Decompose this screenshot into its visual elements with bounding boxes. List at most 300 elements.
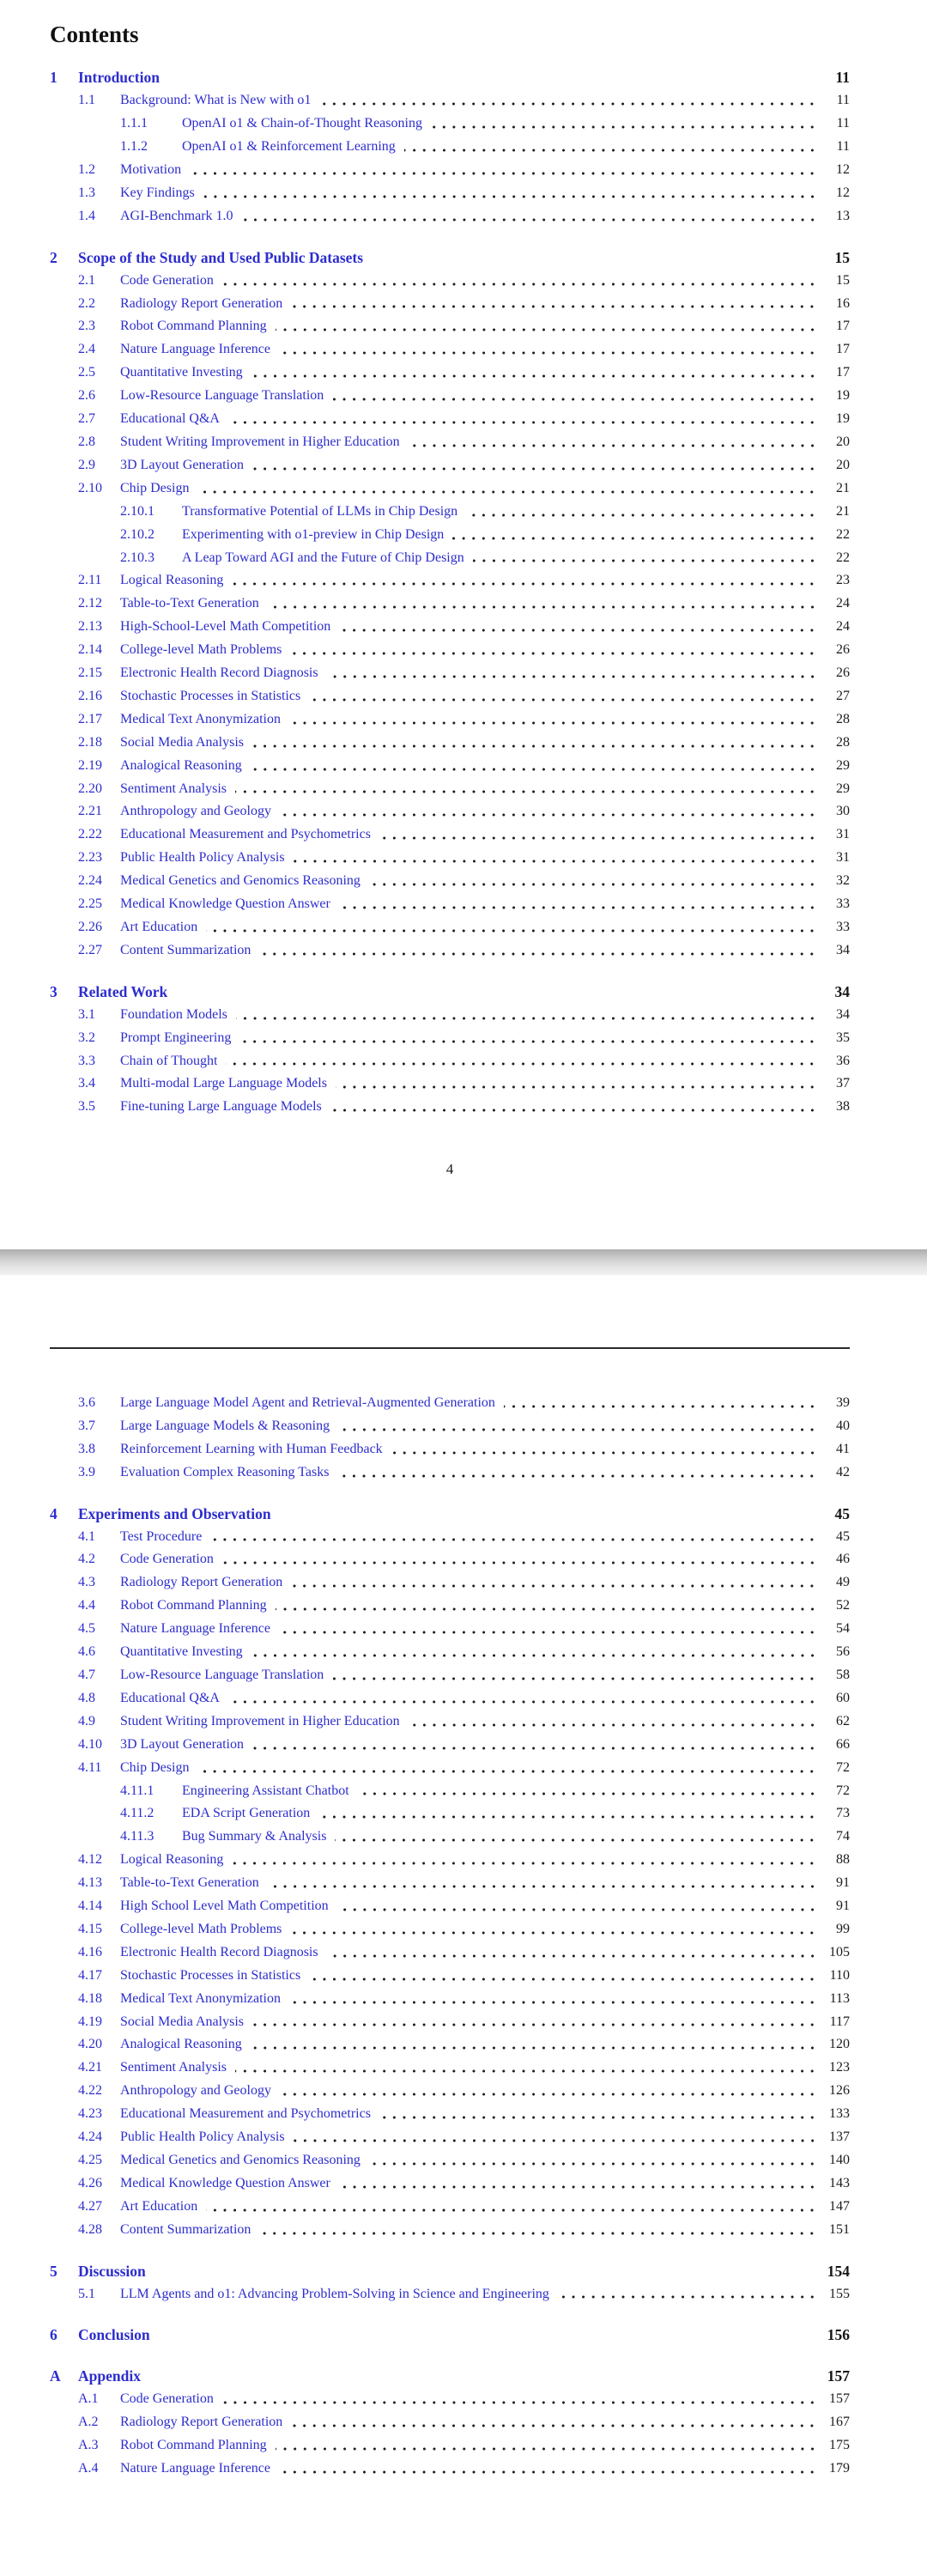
toc-entry[interactable]	[50, 1849, 850, 1872]
entry-title: Radiology Report Generation	[120, 295, 283, 311]
entry-number: 4.24	[78, 2129, 102, 2145]
toc-entry[interactable]	[50, 2434, 850, 2458]
entry-number: 2.9	[78, 457, 95, 472]
dot-leader	[222, 283, 817, 288]
dot-leader	[251, 374, 817, 380]
toc-entry[interactable]	[50, 2126, 850, 2149]
dot-leader	[335, 1838, 817, 1844]
entry-page-number: 40	[836, 1418, 850, 1433]
toc-entry[interactable]	[50, 1392, 850, 1415]
entry-number: 2.19	[78, 757, 102, 773]
entry-page-number: 74	[836, 1829, 850, 1844]
entry-page-number: 12	[836, 185, 850, 200]
entry-title: Chain of Thought	[120, 1053, 218, 1068]
entry-page-number: 22	[836, 526, 850, 542]
entry-number: 2.7	[78, 411, 95, 427]
toc-entry[interactable]	[50, 361, 850, 385]
entry-title: Educational Q&A	[120, 411, 220, 427]
toc-entry[interactable]	[50, 1965, 850, 1988]
dot-leader	[466, 513, 817, 519]
toc-entry[interactable]	[50, 916, 850, 939]
toc-entry[interactable]	[50, 1004, 850, 1027]
dot-leader	[226, 1062, 817, 1067]
toc-entry[interactable]	[50, 823, 850, 847]
toc-entry[interactable]	[50, 708, 850, 732]
entry-number: 4.7	[78, 1667, 95, 1682]
entry-number: 3	[50, 982, 58, 1000]
entry-number: 4.20	[78, 2037, 102, 2052]
entry-page-number: 126	[829, 2083, 850, 2099]
toc-entry[interactable]	[50, 524, 850, 547]
toc-entry[interactable]	[50, 800, 850, 823]
dot-leader	[154, 2273, 817, 2278]
dot-leader	[210, 1538, 817, 1543]
entry-page-number: 12	[836, 162, 850, 178]
dot-leader	[280, 813, 817, 818]
toc-entry[interactable]	[50, 2196, 850, 2219]
toc-entry[interactable]	[50, 1503, 850, 1526]
toc-entry[interactable]	[50, 66, 850, 89]
entry-page-number: 11	[835, 69, 850, 87]
entry-page-number: 154	[827, 2262, 850, 2280]
entry-page-number: 66	[836, 1736, 850, 1752]
dot-leader	[372, 259, 817, 264]
entry-title: Medical Text Anonymization	[120, 711, 281, 726]
entry-page-number: 110	[829, 1967, 850, 1983]
dot-leader	[318, 1815, 817, 1820]
toc-entry[interactable]	[50, 2411, 850, 2434]
dot-leader	[339, 906, 817, 911]
entry-title: Educational Q&A	[120, 1690, 220, 1705]
entry-number: 2.23	[78, 850, 102, 866]
entry-title: Chip Design	[120, 480, 190, 495]
toc-entry[interactable]	[50, 2149, 850, 2172]
entry-title: Chip Design	[120, 1759, 190, 1775]
entry-page-number: 26	[836, 642, 850, 658]
entry-page-number: 21	[836, 480, 850, 495]
entry-page-number: 28	[836, 734, 850, 750]
entry-number: 2.15	[78, 665, 102, 681]
entry-page-number: 133	[829, 2106, 850, 2122]
entry-number: 1.4	[78, 208, 95, 223]
dot-leader	[239, 1040, 817, 1045]
entry-page-number: 54	[836, 1621, 850, 1637]
entry-page-number: 39	[836, 1395, 850, 1410]
dot-leader	[251, 2046, 817, 2051]
entry-title: Key Findings	[120, 185, 195, 200]
entry-page-number: 147	[829, 2198, 850, 2214]
entry-number: 4.9	[78, 1713, 95, 1728]
entry-number: 4.23	[78, 2106, 102, 2122]
toc-entry[interactable]	[50, 1780, 850, 1803]
entry-page-number: 41	[836, 1441, 850, 1456]
entry-page-number: 17	[836, 342, 850, 357]
toc-entry[interactable]	[50, 159, 850, 182]
entry-number: 4.10	[78, 1736, 102, 1752]
toc-entry[interactable]	[50, 112, 850, 136]
toc-entry[interactable]	[50, 477, 850, 501]
entry-number: 4.3	[78, 1575, 95, 1590]
toc-entry[interactable]	[50, 732, 850, 755]
toc-entry[interactable]	[50, 1941, 850, 1965]
toc-entry[interactable]	[50, 616, 850, 639]
entry-page-number: 33	[836, 920, 850, 935]
dot-leader	[289, 2001, 817, 2006]
toc-entry[interactable]	[50, 270, 850, 293]
entry-title: 3D Layout Generation	[120, 457, 244, 472]
toc-entry[interactable]	[50, 431, 850, 454]
entry-page-number: 31	[836, 850, 850, 866]
entry-page-number: 91	[836, 1875, 850, 1891]
entry-title: Scope of the Study and Used Public Datasets	[78, 248, 364, 266]
dot-leader	[159, 2336, 817, 2342]
entry-number: 2.10.3	[120, 550, 154, 565]
toc-entry[interactable]	[50, 893, 850, 916]
entry-page-number: 31	[836, 827, 850, 842]
dot-leader	[339, 629, 817, 634]
dot-leader	[190, 172, 817, 177]
entry-page-number: 16	[836, 295, 850, 311]
toc-entry[interactable]	[50, 1096, 850, 1119]
entry-title: Related Work	[78, 982, 168, 1000]
toc-entry[interactable]	[50, 569, 850, 592]
toc-entry[interactable]	[50, 2324, 850, 2347]
entry-title: Medical Genetics and Genomics Reasoning	[120, 873, 360, 889]
toc-entry[interactable]	[50, 2388, 850, 2411]
toc-entry[interactable]	[50, 1618, 850, 1641]
entry-number: A.2	[78, 2415, 99, 2430]
dot-leader	[327, 675, 817, 680]
entry-title: High-School-Level Math Competition	[120, 619, 331, 635]
toc-entry[interactable]	[50, 454, 850, 477]
dot-leader	[268, 605, 817, 611]
toc-entry[interactable]	[50, 939, 850, 963]
entry-title: Student Writing Improvement in Higher Education	[120, 1713, 400, 1728]
toc-entry[interactable]	[50, 2080, 850, 2103]
entry-page-number: 36	[836, 1053, 850, 1068]
toc-entry[interactable]	[50, 981, 850, 1004]
entry-title: Radiology Report Generation	[120, 1575, 283, 1590]
entry-number: 2.2	[78, 295, 95, 311]
entry-number: 4.26	[78, 2175, 102, 2190]
entry-number: 4.15	[78, 1921, 102, 1936]
entry-page-number: 175	[829, 2438, 850, 2453]
toc-entry[interactable]	[50, 136, 850, 159]
toc-entry[interactable]	[50, 2219, 850, 2242]
dot-leader	[404, 149, 817, 154]
dot-leader	[276, 328, 817, 333]
entry-title: OpenAI o1 & Reinforcement Learning	[182, 139, 396, 155]
entry-number: 4.18	[78, 1990, 102, 2006]
entry-number: 4.8	[78, 1690, 95, 1705]
toc-entry[interactable]	[50, 315, 850, 338]
toc-entry[interactable]	[50, 1918, 850, 1941]
entry-page-number: 140	[829, 2153, 850, 2167]
entry-page-number: 15	[836, 272, 850, 288]
entry-number: 3.6	[78, 1395, 95, 1410]
toc-entry[interactable]	[50, 1027, 850, 1050]
entry-number: 4.2	[78, 1552, 95, 1567]
entry-title: Prompt Engineering	[120, 1030, 232, 1045]
toc-entry[interactable]	[50, 2365, 850, 2388]
toc-entry[interactable]	[50, 1595, 850, 1618]
dot-leader	[358, 1792, 817, 1797]
toc-entry[interactable]	[50, 293, 850, 316]
toc-entry[interactable]	[50, 2011, 850, 2034]
toc-entry[interactable]	[50, 2260, 850, 2283]
entry-title: Stochastic Processes in Statistics	[120, 1967, 301, 1983]
entry-title: Educational Measurement and Psychometrics	[120, 827, 371, 842]
entry-title: Robot Command Planning	[120, 1598, 267, 1613]
toc-entry[interactable]	[50, 755, 850, 778]
entry-number: 3.5	[78, 1099, 95, 1115]
entry-title: Test Procedure	[120, 1528, 203, 1544]
dot-leader	[290, 1931, 817, 1936]
toc-entry[interactable]	[50, 662, 850, 685]
toc-entry[interactable]	[50, 246, 850, 270]
toc-entry[interactable]	[50, 547, 850, 570]
toc-entry[interactable]	[50, 1710, 850, 1734]
dot-leader	[309, 1978, 817, 1983]
entry-page-number: 91	[836, 1899, 850, 1914]
toc-entry[interactable]	[50, 592, 850, 616]
toc-entry[interactable]	[50, 2172, 850, 2196]
entry-title: OpenAI o1 & Chain-of-Thought Reasoning	[182, 116, 422, 131]
entry-page-number: 34	[834, 982, 850, 1000]
entry-number: 2.1	[78, 272, 95, 288]
toc-entry[interactable]	[50, 1438, 850, 1461]
toc-entry[interactable]	[50, 2283, 850, 2306]
entry-page-number: 72	[836, 1759, 850, 1775]
entry-title: Code Generation	[120, 2391, 214, 2407]
entry-title: Medical Genetics and Genomics Reasoning	[120, 2153, 360, 2167]
entry-number: 2.14	[78, 642, 102, 658]
toc-entry[interactable]	[50, 501, 850, 524]
entry-page-number: 117	[829, 2014, 850, 2029]
entry-number: 2.8	[78, 434, 95, 449]
entry-number: 1.1.1	[120, 116, 148, 131]
entry-title: Sentiment Analysis	[120, 2060, 227, 2075]
entry-number: 3.3	[78, 1053, 95, 1068]
dot-leader	[228, 1700, 817, 1705]
toc-entry[interactable]	[50, 1050, 850, 1073]
entry-number: 2.18	[78, 734, 102, 750]
dot-leader	[259, 2232, 817, 2237]
toc-entry[interactable]	[50, 1895, 850, 1918]
dot-leader	[206, 929, 817, 934]
entry-number: 2.20	[78, 781, 102, 796]
toc-entry[interactable]	[50, 408, 850, 431]
entry-title: Robot Command Planning	[120, 2438, 267, 2453]
dot-leader	[206, 2208, 817, 2214]
dot-leader	[259, 952, 817, 957]
toc-entry[interactable]	[50, 385, 850, 408]
entry-page-number: 105	[829, 1944, 850, 1959]
dot-leader	[409, 1723, 817, 1728]
entry-page-number: 99	[836, 1921, 850, 1936]
dot-leader	[197, 490, 817, 495]
dot-leader	[280, 2093, 817, 2098]
entry-title: Table-to-Text Generation	[120, 596, 259, 611]
dot-leader	[309, 698, 817, 703]
toc-entry[interactable]	[50, 2103, 850, 2126]
entry-page-number: 19	[836, 388, 850, 404]
dot-leader	[252, 744, 817, 750]
entry-number: 2.10	[78, 480, 102, 495]
toc-entry[interactable]	[50, 1415, 850, 1438]
toc-entry[interactable]	[50, 182, 850, 205]
entry-title: Motivation	[120, 162, 182, 178]
toc-entry[interactable]	[50, 1641, 850, 1664]
toc-entry[interactable]	[50, 1734, 850, 1757]
entry-title: Social Media Analysis	[120, 2014, 244, 2029]
toc-entry[interactable]	[50, 1757, 850, 1780]
dot-leader	[279, 1631, 817, 1636]
toc-list-page2	[0, 1392, 927, 2481]
dot-leader	[176, 993, 817, 999]
entry-title: Experimenting with o1-preview in Chip Design	[182, 526, 445, 542]
toc-entry[interactable]	[50, 1526, 850, 1549]
dot-leader	[332, 398, 817, 403]
toc-entry[interactable]	[50, 1548, 850, 1571]
entry-title: LLM Agents and o1: Advancing Problem-Solving in Science and Engineering	[120, 2286, 549, 2301]
entry-title: Multi-modal Large Language Models	[120, 1076, 327, 1091]
entry-title: Evaluation Complex Reasoning Tasks	[120, 1464, 330, 1479]
toc-entry[interactable]	[50, 685, 850, 708]
toc-list-page1	[0, 66, 927, 1119]
entry-title: Content Summarization	[120, 942, 251, 957]
entry-page-number: 113	[829, 1990, 850, 2006]
entry-title: Logical Reasoning	[120, 1852, 224, 1868]
entry-page-number: 37	[836, 1076, 850, 1091]
entry-page-number: 11	[836, 139, 850, 155]
entry-title: Fine-tuning Large Language Models	[120, 1099, 322, 1115]
dot-leader	[235, 790, 817, 795]
entry-title: Introduction	[78, 69, 160, 87]
dot-leader	[252, 1747, 817, 1752]
dot-leader	[279, 351, 817, 356]
entry-number: 4.12	[78, 1852, 102, 1868]
entry-title: Stochastic Processes in Statistics	[120, 688, 301, 703]
entry-page-number: 29	[836, 757, 850, 773]
entry-title: Sentiment Analysis	[120, 781, 227, 796]
entry-number: 5	[50, 2262, 58, 2280]
entry-number: 2.16	[78, 688, 102, 703]
dot-leader	[289, 721, 817, 726]
entry-title: High School Level Math Competition	[120, 1899, 329, 1914]
entry-title: Quantitative Investing	[120, 1644, 243, 1660]
toc-entry[interactable]	[50, 778, 850, 801]
toc-entry[interactable]	[50, 1872, 850, 1895]
toc-entry[interactable]	[50, 1461, 850, 1485]
entry-title: AGI-Benchmark 1.0	[120, 208, 233, 223]
entry-title: Nature Language Inference	[120, 1621, 270, 1637]
dot-leader	[369, 2162, 817, 2167]
toc-entry[interactable]	[50, 1802, 850, 1826]
entry-number: 2.11	[78, 573, 102, 588]
toc-entry[interactable]	[50, 2057, 850, 2080]
toc-entry[interactable]	[50, 1072, 850, 1096]
toc-entry[interactable]	[50, 2033, 850, 2057]
entry-number: 1.2	[78, 162, 95, 178]
entry-number: 6	[50, 2326, 58, 2344]
toc-entry[interactable]	[50, 205, 850, 228]
entry-title: Art Education	[120, 920, 198, 935]
entry-number: 4.5	[78, 1621, 95, 1637]
toc-entry[interactable]	[50, 1826, 850, 1849]
toc-entry[interactable]	[50, 2458, 850, 2481]
entry-number: 2.10.2	[120, 526, 154, 542]
entry-page-number: 28	[836, 711, 850, 726]
entry-page-number: 167	[829, 2415, 850, 2430]
entry-number: 2.13	[78, 619, 102, 635]
entry-title: Student Writing Improvement in Higher Education	[120, 434, 400, 449]
dot-leader	[222, 1561, 817, 1566]
entry-title: Discussion	[78, 2262, 146, 2280]
toc-entry[interactable]	[50, 1664, 850, 1687]
dot-leader	[279, 2470, 817, 2476]
entry-page-number: 17	[836, 365, 850, 380]
toc-entry[interactable]	[50, 639, 850, 662]
pdf-page-2	[0, 1347, 927, 2576]
entry-page-number: 30	[836, 804, 850, 819]
entry-number: 1.1.2	[120, 139, 148, 155]
dot-leader	[504, 1405, 817, 1410]
entry-page-number: 46	[836, 1552, 850, 1567]
entry-title: Social Media Analysis	[120, 734, 244, 750]
entry-page-number: 20	[836, 457, 850, 472]
entry-title: Electronic Health Record Diagnosis	[120, 1944, 318, 1959]
entry-page-number: 24	[836, 619, 850, 635]
toc-entry[interactable]	[50, 1571, 850, 1595]
entry-number: 4.13	[78, 1875, 102, 1891]
dot-leader	[369, 883, 817, 888]
toc-entry[interactable]	[50, 338, 850, 361]
entry-number: 4.11.2	[120, 1806, 154, 1821]
toc-entry[interactable]	[50, 89, 850, 112]
dot-leader	[379, 2116, 817, 2121]
entry-number: 1.3	[78, 185, 95, 200]
entry-page-number: 34	[836, 942, 850, 957]
entry-page-number: 49	[836, 1575, 850, 1590]
dot-leader	[294, 860, 817, 865]
entry-number: 4	[50, 1504, 58, 1522]
entry-number: A.1	[78, 2391, 99, 2407]
dot-leader	[276, 1607, 817, 1613]
entry-page-number: 58	[836, 1667, 850, 1682]
entry-number: 3.4	[78, 1076, 95, 1091]
dot-leader	[290, 652, 817, 657]
toc-entry[interactable]	[50, 870, 850, 893]
dot-leader	[149, 2378, 817, 2383]
toc-entry[interactable]	[50, 847, 850, 870]
dot-leader	[452, 537, 817, 542]
entry-title: Public Health Policy Analysis	[120, 850, 285, 866]
dot-leader	[379, 836, 817, 841]
entry-number: 2.27	[78, 942, 102, 957]
toc-entry[interactable]	[50, 1988, 850, 2011]
entry-number: 4.11	[78, 1759, 102, 1775]
entry-title: Large Language Models & Reasoning	[120, 1418, 330, 1433]
dot-leader	[228, 421, 817, 426]
dot-leader	[291, 1584, 817, 1589]
entry-page-number: 56	[836, 1644, 850, 1660]
entry-number: 4.28	[78, 2221, 102, 2237]
entry-page-number: 13	[836, 208, 850, 223]
contents-title: Contents	[50, 21, 139, 47]
entry-number: 4.16	[78, 1944, 102, 1959]
toc-entry[interactable]	[50, 1687, 850, 1710]
